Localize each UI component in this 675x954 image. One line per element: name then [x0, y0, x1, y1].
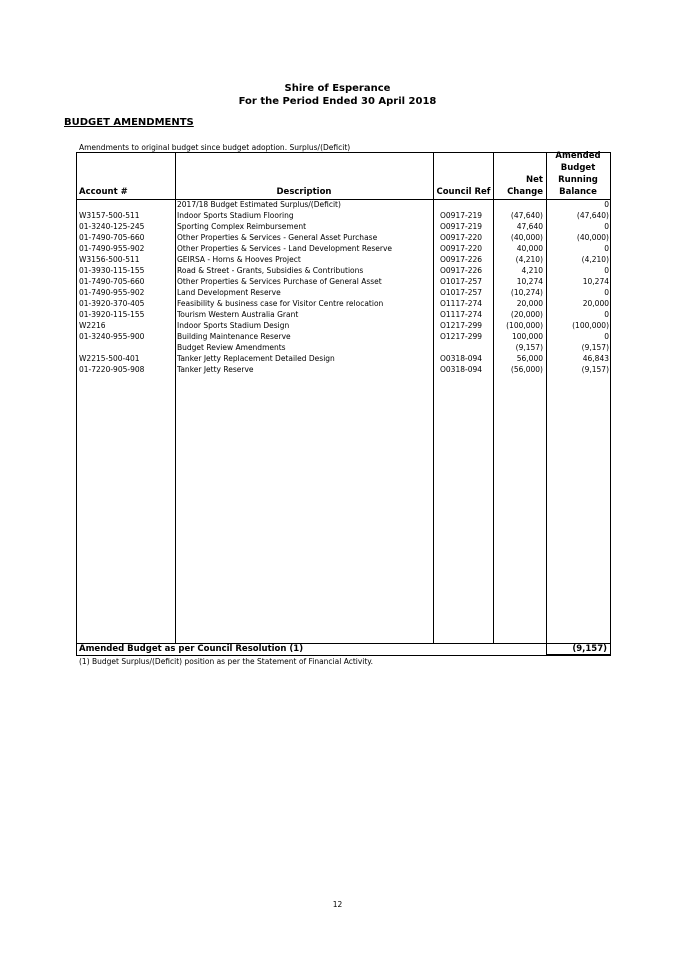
- cell-description: Building Maintenance Reserve: [177, 332, 291, 341]
- cell-balance: 0: [604, 222, 609, 231]
- cell-net-change: (20,000): [510, 310, 543, 319]
- cell-net-change: (9,157): [515, 343, 543, 352]
- cell-net-change: 4,210: [521, 266, 543, 275]
- column-divider: [433, 152, 434, 643]
- cell-council-ref: O1017-257: [440, 277, 483, 286]
- cell-description: 2017/18 Budget Estimated Surplus/(Deficit): [177, 200, 341, 209]
- intro-text: Amendments to original budget since budget adoption. Surplus/(Deficit): [79, 143, 351, 152]
- cell-net-change: 40,000: [516, 244, 543, 253]
- cell-council-ref: O0917-226: [440, 266, 483, 275]
- cell-council-ref: O1117-274: [440, 299, 483, 308]
- cell-balance: 10,274: [582, 277, 609, 286]
- cell-description: Tourism Western Australia Grant: [177, 310, 299, 319]
- cell-account: 01-7490-955-902: [79, 288, 145, 297]
- cell-council-ref: O0917-226: [440, 255, 483, 264]
- cell-description: Tanker Jetty Reserve: [177, 365, 254, 374]
- cell-council-ref: O1217-299: [440, 332, 483, 341]
- cell-description: Budget Review Amendments: [177, 343, 286, 352]
- cell-balance: 0: [604, 200, 609, 209]
- cell-balance: (9,157): [581, 365, 609, 374]
- cell-balance: 0: [604, 310, 609, 319]
- cell-council-ref: O1117-274: [440, 310, 483, 319]
- cell-account: 01-7490-955-902: [79, 244, 145, 253]
- column-header-net-line1: Net: [526, 175, 543, 185]
- cell-description: Land Development Reserve: [177, 288, 281, 297]
- cell-account: 01-3920-370-405: [79, 299, 145, 308]
- cell-net-change: (10,274): [510, 288, 543, 297]
- report-period-title: For the Period Ended 30 April 2018: [238, 96, 437, 107]
- report-org-title: Shire of Esperance: [284, 83, 391, 94]
- cell-balance: (40,000): [576, 233, 609, 242]
- cell-net-change: 56,000: [516, 354, 543, 363]
- cell-council-ref: O1217-299: [440, 321, 483, 330]
- cell-balance: 0: [604, 288, 609, 297]
- cell-balance: (4,210): [581, 255, 609, 264]
- cell-net-change: 20,000: [516, 299, 543, 308]
- cell-description: Tanker Jetty Replacement Detailed Design: [177, 354, 335, 363]
- cell-description: Indoor Sports Stadium Flooring: [177, 211, 294, 220]
- cell-description: Other Properties & Services - General Asset Purchase: [177, 233, 378, 242]
- cell-account: 01-3240-125-245: [79, 222, 145, 231]
- cell-description: Other Properties & Services - Land Development Reserve: [177, 244, 392, 253]
- cell-net-change: 100,000: [511, 332, 543, 341]
- cell-description: Other Properties & Services Purchase of General Asset: [177, 277, 382, 286]
- cell-description: Road & Street - Grants, Subsidies & Contributions: [177, 266, 364, 275]
- cell-account: W2215-500-401: [79, 354, 140, 363]
- cell-account: 01-3930-115-155: [79, 266, 145, 275]
- cell-council-ref: O0917-220: [440, 244, 483, 253]
- column-divider: [175, 152, 176, 643]
- column-header-council-ref: Council Ref: [436, 187, 491, 197]
- cell-council-ref: O0917-219: [440, 211, 483, 220]
- cell-balance: 0: [604, 332, 609, 341]
- section-title: BUDGET AMENDMENTS: [64, 117, 194, 128]
- cell-balance: 0: [604, 244, 609, 253]
- cell-council-ref: O1017-257: [440, 288, 483, 297]
- cell-account: 01-7220-905-908: [79, 365, 145, 374]
- cell-net-change: (47,640): [510, 211, 543, 220]
- cell-balance: 0: [604, 266, 609, 275]
- cell-account: W3156-500-511: [79, 255, 140, 264]
- cell-net-change: (40,000): [510, 233, 543, 242]
- cell-account: 01-7490-705-660: [79, 233, 145, 242]
- cell-description: Sporting Complex Reimbursement: [177, 222, 307, 231]
- cell-account: 01-7490-705-660: [79, 277, 145, 286]
- cell-balance: 20,000: [582, 299, 609, 308]
- cell-balance: (47,640): [576, 211, 609, 220]
- column-header-net-line2: Change: [507, 187, 543, 197]
- cell-account: 01-3240-955-900: [79, 332, 145, 341]
- cell-balance: (100,000): [572, 321, 609, 330]
- column-header-balance-line4: Balance: [559, 187, 597, 197]
- column-header-balance-line1: Amended: [555, 151, 601, 161]
- cell-net-change: 10,274: [516, 277, 543, 286]
- cell-account: W3157-500-511: [79, 211, 140, 220]
- column-header-account: Account #: [79, 187, 128, 197]
- cell-net-change: (4,210): [515, 255, 543, 264]
- column-header-description: Description: [276, 187, 332, 197]
- cell-description: Indoor Sports Stadium Design: [177, 321, 290, 330]
- cell-description: GEIRSA - Horns & Hooves Project: [177, 255, 301, 264]
- cell-net-change: (56,000): [510, 365, 543, 374]
- column-header-balance-line2: Budget: [560, 163, 596, 173]
- page-number: 12: [332, 900, 343, 909]
- cell-council-ref: O0318-094: [440, 354, 483, 363]
- cell-council-ref: O0917-220: [440, 233, 483, 242]
- total-label: Amended Budget as per Council Resolution (1): [79, 644, 304, 654]
- cell-net-change: 47,640: [516, 222, 543, 231]
- footnote: (1) Budget Surplus/(Deficit) position as per the Statement of Financial Activity.: [79, 657, 374, 666]
- cell-balance: 46,843: [582, 354, 609, 363]
- cell-net-change: (100,000): [506, 321, 543, 330]
- cell-council-ref: O0917-219: [440, 222, 483, 231]
- cell-account: W2216: [79, 321, 106, 330]
- total-value: (9,157): [546, 643, 611, 656]
- cell-balance: (9,157): [581, 343, 609, 352]
- cell-account: 01-3920-115-155: [79, 310, 145, 319]
- cell-council-ref: O0318-094: [440, 365, 483, 374]
- column-header-balance-line3: Running: [558, 175, 598, 185]
- cell-description: Feasibility & business case for Visitor Centre relocation: [177, 299, 384, 308]
